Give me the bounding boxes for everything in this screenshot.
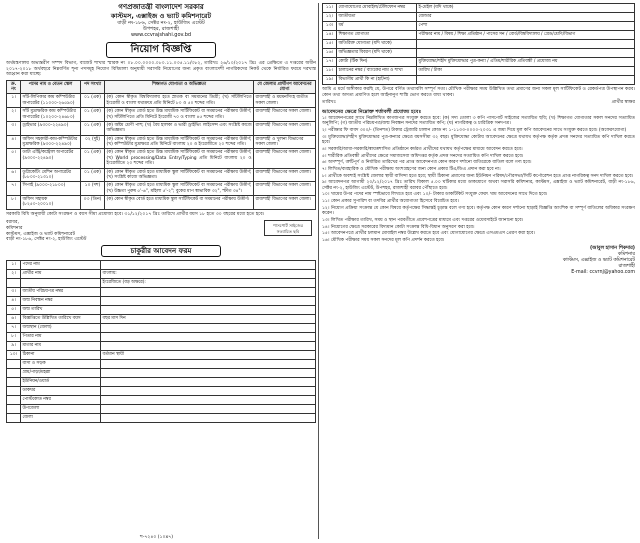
form-field-row (7, 414, 316, 423)
rule-item: ১০। খামের উপর পদের নাম স্পষ্টভাবে লিখতে হবে এবং ১০/- টাকার ডাকটিকিট সংযুক্ত ফেরৎ খাম আবেদনের সাথে দিতে হবে। (322, 192, 548, 198)
form-field-row (7, 387, 316, 396)
notice-title: নিয়োগ বিজ্ঞপ্তি (106, 42, 216, 58)
signoff-office: কাস্টমস, এক্সাইজ ও ভ্যাট কমিশনারেট (562, 258, 635, 264)
form-field-row (7, 270, 316, 279)
form-field-number: ৫। (7, 306, 21, 315)
form-field-row (7, 405, 316, 414)
form-field-number: ৪। (7, 297, 21, 306)
form-field-input[interactable]: ই-মেইল (যদি থাকে) (417, 4, 635, 13)
job-requirements: (ক) কোন স্বীকৃত বোর্ড হতে মাধ্যমিক স্কুল সার্টিফিকেট বা সমমানের পরীক্ষায় উত্তীর্ণ; (খ) সংশ্লিষ্ট কাজে অভিজ্ঞতা। (106, 169, 252, 180)
job-requirements: (ক) কোন স্বীকৃত বোর্ড হতে উচ্চ মাধ্যমিক সার্টিফিকেট বা সমমানের পরীক্ষায় উত্তীর্ণ; (খ) সাঁটলিপিতে প্রতি মিনিটে ইংরেজী ৭০ ও বাংলা ৪৫ শব্দের গতি। (106, 109, 252, 120)
to-line-2: কমিশনার (6, 226, 23, 232)
form-field-row (323, 4, 635, 13)
form-field-row (7, 369, 316, 378)
form-field-row (7, 279, 316, 288)
job-district: রাজশাহী ও খুলনা বিভাগের সকল জেলা। (254, 135, 316, 149)
col-post: পদের নাম ও বেতন স্কেল (21, 80, 81, 94)
rule-item: ৯। আবেদনপত্র আগামী ২০/১২/২০১৭ খ্রিঃ তারিখ বিকাল ৫.০০ ঘটিকার মধ্যে ডাকযোগে অথবা সরাসরি কমিশনার, কাস্টমস, এক্সাইজ ও ভ্যাট কমিশনারেট, বাড়ী নং-১৮৬, সেক্টর নং-২, হাউজিং এস্টেট, উপশহর, রাজশাহী বরাবর পৌঁছাতে হবে। (322, 180, 635, 191)
signoff-email[interactable]: E-mail: ccvrnj@yahoo.com (571, 269, 635, 275)
job-serial: ১। (7, 94, 21, 108)
form-field-number: ১। (7, 261, 21, 270)
notice-header (6, 3, 316, 39)
job-requirements: (ক) অষ্টম শ্রেণী পাশ; (খ) বৈধ হালকা ও ভারী ড্রাইভিং লাইসেন্স এবং সংশ্লিষ্ট কাজে অভিজ্ঞতা। (106, 122, 252, 134)
job-requirements: (ক) কোন স্বীকৃত বোর্ড হতে উচ্চ মাধ্যমিক সার্টিফিকেট বা সমমানের পরীক্ষায় উত্তীর্ণ; (খ) কম্পিউটার মুদ্রাক্ষরে প্রতি মিনিটে বাংলায় ২০ ও ইংরেজীতে ২০ শব্দের গতি। (106, 136, 252, 148)
form-field-row (7, 351, 316, 360)
job-row (7, 135, 316, 149)
declaration: আমি এ মর্মে অঙ্গীকার করছি যে, উপরে বর্ণিত তথ্যাবলি সম্পূর্ণ সত্য। মৌখিক পরীক্ষার সময় উল্লিখিত তথ্য প্রমাণের জন্য সকল মূল সার্টিফিকেট ও রেকর্ডপত্র উপস্থাপন করব। কোন তথ্য অসত্য প্রমাণিত হলে আইনানুগ শাস্তি ভোগ করতে বাধ্য থাকব। (322, 87, 635, 98)
job-requirements: (ক) কোন স্বীকৃত বোর্ড হতে মাধ্যমিক স্কুল সার্টিফিকেট বা সমমানের পরীক্ষায় উত্তীর্ণ; (খ) উচ্চতা পুরুষ ৫'-৬", মহিলা ৫'-২"; বুকের মাপ স্বাভাবিক ৩২", স্ফীত ৩৪"। (106, 183, 252, 194)
to-block (6, 220, 316, 242)
job-serial: ২। (7, 108, 21, 122)
form-field-label (21, 279, 101, 288)
job-count: ০৩ (তিন) (81, 196, 105, 210)
rule-item: ৭। লিখিত/ব্যবহারিক ও মৌখিক পরীক্ষায় অংশগ্রহণের জন্য কোন প্রকার টিএ/ডিএ প্রদান করা হবে না। (322, 166, 501, 172)
form-field-number: ৭। (7, 324, 21, 333)
jobs-table (6, 80, 316, 210)
form-field-number: ১৩। (323, 22, 337, 31)
form-field-input[interactable] (417, 40, 635, 49)
form-field-number: ২। (7, 270, 21, 279)
form-field-input[interactable] (101, 369, 316, 378)
to-line-3: কাস্টমস, এক্সাইজ ও ভ্যাট কমিশনারেট (6, 231, 76, 237)
form-field-number: ৮। (7, 333, 21, 342)
form-field-input[interactable] (101, 333, 316, 342)
job-count: ০১ (এক) (81, 108, 105, 122)
form-field-input[interactable] (101, 405, 316, 414)
form-field-number (7, 405, 21, 414)
form-field-row (7, 378, 316, 387)
form-field-number (7, 414, 21, 423)
job-row (7, 196, 316, 210)
form-field-number (7, 396, 21, 405)
quota-note: সরকারি বিধি অনুযায়ী কোটা সংরক্ষণ ও বয়স সীমা প্রযোজ্য হবে। ৩১/১২/২০১৭ খ্রিঃ তারিখে প্রার্থীর বয়স ১৮ হতে ৩০ বছরের মধ্যে হতে হবে। (6, 211, 265, 217)
job-row (7, 149, 316, 168)
rule-item: ১৪। নিয়োগের ক্ষেত্রে সরকারের বিদ্যমান কোটা সংক্রান্ত বিধি-বিধান অনুসরণ করা হবে। (322, 224, 475, 230)
form-field-label: জন্ম নিবন্ধন নম্বর (21, 297, 101, 306)
form-field-input[interactable]: তারিখ / টাকা (417, 67, 635, 76)
job-requirements: (ক) কোন স্বীকৃত বোর্ড হতে মাধ্যমিক স্কুল সার্টিফিকেট বা সমমানের পরীক্ষায় উত্তীর্ণ। (105, 196, 254, 210)
form-field-row (323, 13, 635, 22)
form-field-input[interactable] (101, 306, 316, 315)
form-field-label: বিজ্ঞপ্তিতে উল্লিখিত তারিখে বয়স (21, 315, 101, 324)
job-count: ০২ (দুই) (81, 135, 105, 149)
right-column (322, 3, 635, 539)
rule-item: ৫। শারীরিক প্রতিবন্ধী প্রার্থীদের ক্ষেত্রে সমাজসেবা অধিদপ্তর কর্তৃক প্রদত্ত সনদের সত্যায়িত কপি দাখিল করতে হবে। (322, 153, 524, 159)
job-post: অফিস সহায়ক (৮২৫০-২০০১০) (21, 196, 81, 210)
job-count: ০১ (এক) (81, 149, 105, 168)
job-district: রাজশাহী বিভাগের সকল জেলা। (254, 121, 316, 135)
rules-heading: আবেদনের ক্ষেত্রে নিম্নোক্ত শর্তাবলী প্রযোজ্য হবেঃ (322, 108, 422, 115)
col-count: পদ সংখ্যা (81, 80, 105, 94)
job-district: রাজশাহী বিভাগের সকল জেলা। (254, 182, 316, 196)
form-field-input[interactable]: জেন্ডার (417, 13, 635, 22)
job-count: ০১ (এক) (81, 121, 105, 135)
job-district: রাজশাহী বিভাগের সকল জেলা। (254, 196, 316, 210)
form-field-row (323, 49, 635, 58)
job-serial: ৮। (7, 196, 21, 210)
form-field-input[interactable] (101, 360, 316, 369)
form-field-row (7, 288, 316, 297)
form-field-label: প্রার্থীর নাম (21, 270, 101, 279)
rule-item: ১। আবেদনপত্রের সাথে নিম্নলিখিত কাগজপত্র সংযুক্ত করতে হবে: (ক) সদ্য তোলা ৩ কপি পাসপোর্ট সাইজের সত্যায়িত ছবি; (খ) শিক্ষাগত যোগ্যতার সকল সনদের সত্যায়িত অনুলিপি; (গ) জাতীয় পরিচয়পত্র/জন্ম নিবন্ধন সনদের সত্যায়িত কপি; (ঘ) নাগরিকত্ব ও চারিত্রিক সনদপত্র। (322, 115, 635, 127)
form-field-label: পিতার নাম (21, 333, 101, 342)
form-field-input[interactable] (101, 297, 316, 306)
form-field-row (7, 324, 316, 333)
rule-item: ১৫। আবেদনপত্রে প্রার্থীর চলমান মোবাইল নম্বর উল্লেখ করতে হবে এবং যোগাযোগের ক্ষেত্রে এসএমএস প্রেরণ করা হবে। (322, 231, 535, 237)
form-field-input[interactable] (417, 49, 635, 58)
application-form-right (322, 3, 635, 85)
form-field-label: ডাকঘর (21, 387, 101, 396)
form-field-number: ৩। (7, 288, 21, 297)
form-field-row (323, 40, 635, 49)
job-requirements: (ক) কোন স্বীকৃত বিশ্ববিদ্যালয় হতে স্নাতক বা সমমানের ডিগ্রী; (খ) সাঁটলিপিতে ইংরেজী ও বাংলা যথাক্রমে প্রতি মিনিটে ৮০ ও ৫০ শব্দের গতি। (106, 95, 252, 106)
form-field-input[interactable]: পেশা (417, 22, 635, 31)
form-field-row (7, 261, 316, 270)
form-field-number (7, 279, 21, 288)
rule-item: ৩। মুক্তিযোদ্ধা/শহীদ মুক্তিযোদ্ধার পুত্র-কন্যার ক্ষেত্রে বয়সসীমা ৩২ বছর। মুক্তিযোদ্ধা কোটায় আবেদনের ক্ষেত্রে যথাযথ কর্তৃপক্ষ কর্তৃক প্রদত্ত সনদের সত্যায়িত কপি দাখিল করতে হবে। (322, 134, 635, 146)
rule-item: ১১। কোন প্রকার সুপারিশ বা তদবির প্রার্থীর অযোগ্যতা হিসেবে বিবেচিত হবে। (322, 199, 459, 205)
form-field-number: ৬। (7, 315, 21, 324)
col-district: যে জেলার প্রার্থীগণ আবেদনের যোগ্য (254, 80, 316, 94)
job-post: সাঁট মুদ্রাক্ষরিক কাম কম্পিউটার অপারেটর (১০২০০-২৪৬৮০) (21, 108, 81, 122)
form-field-input[interactable] (101, 342, 316, 351)
rule-item: ৬। অসম্পূর্ণ, ত্রুটিপূর্ণ ও নির্ধারিত তারিখের পর প্রাপ্ত আবেদনপত্র কোন কারণ দর্শানো ব্যতিরেকে বাতিল বলে গণ্য হবে। (322, 160, 532, 166)
signoff-name: (আবুল হাসান শিকদার) (589, 246, 635, 252)
form-field-input[interactable] (101, 396, 316, 405)
signoff-city: রাজশাহী (618, 263, 635, 269)
form-field-input[interactable] (101, 387, 316, 396)
column-divider (318, 3, 319, 539)
intro-paragraph: অর্থমন্ত্রণালয় অভ্যন্তরীণ সম্পদ বিভাগ, বাজেট শাখার স্মারক নং ০৮.০০.০০০০.০৮০.১১.০৩৫.১১/৩৮২, তারিখঃ ২৬/১০/২০১৭ খ্রিঃ এর প্রেক্ষিতে এ দপ্তরের অধীন ২০১৭-২০১৮ অর্থবছরে নিম্নবর্ণিত শূন্য পদসমূহ নিয়োগ বিধিমালা অনুযায়ী সরাসরি নিয়োগের জন্য প্রকৃত বাংলাদেশী নাগরিকদের নিকট থেকে নির্ধারিত ফরমে দরখাস্ত আহ্বান করা যাচ্ছে: (6, 60, 316, 78)
job-row (7, 121, 316, 135)
to-line-4: বাড়ী নং-১৮৬, সেক্টর নং-২, হাউজিং এস্টেট (6, 237, 87, 243)
job-serial: ৬। (7, 168, 21, 182)
form-field-input[interactable]: বছর মাস দিন (101, 315, 316, 324)
job-serial: ৭। (7, 182, 21, 196)
job-row (7, 168, 316, 182)
job-post: ডাটা এন্ট্রি/কন্ট্রোল অপারেটর (৯৩০০-২২৪৯০) (21, 149, 81, 168)
form-field-label: মাতার নাম (21, 342, 101, 351)
job-count: ০১ (এক) (81, 168, 105, 182)
form-field-row (7, 396, 316, 405)
form-field-row (7, 297, 316, 306)
job-serial: ৫। (7, 149, 21, 168)
form-field-label: বিভাগীয় প্রার্থী কি না (হ্যাঁ/না) (337, 76, 417, 85)
form-field-label: শিক্ষাগত যোগ্যতা (337, 31, 417, 40)
applicant-signature: প্রার্থীর স্বাক্ষর (611, 100, 635, 106)
form-field-number: ১০। (7, 351, 21, 360)
form-field-input[interactable] (101, 288, 316, 297)
rule-item: ৪। সরকারি/আধা-সরকারি/স্বায়ত্তশাসিত প্রতিষ্ঠানে কর্মরত প্রার্থীদের যথাযথ কর্তৃপক্ষের মাধ্যমে আবেদন করতে হবে। (322, 146, 523, 152)
form-title: চাকুরীর আবেদন ফরম (101, 245, 221, 258)
rule-item: ২। পরীক্ষার ফি বাবদ ৩০০/- (তিনশত) টাকার ট্রেজারি চালান কোড নং ১-১১৩৩-০০০০-২০৩১ এ জমা দিয়ে মূল কপি আবেদনের সাথে সংযুক্ত করতে হবে। (অফেরৎযোগ্য) (322, 128, 627, 134)
form-field-number: ১৯। (323, 76, 337, 85)
job-post: সিপাই (৯০০০-২১৮০০) (21, 182, 81, 196)
job-row (7, 94, 316, 108)
date-label: তারিখঃ (322, 100, 337, 106)
form-field-input[interactable]: ইংরেজিতে (বড় অক্ষরে): (101, 279, 316, 288)
form-field-label: জেলা (21, 414, 101, 423)
form-field-number (7, 360, 21, 369)
office-city: উপশহর, রাজশাহী (143, 26, 179, 33)
signoff-block (322, 246, 635, 275)
form-field-number: ৯। (7, 342, 21, 351)
job-post: অফিস সহকারী-কাম-কম্পিউটার মুদ্রাক্ষরিক (৯৩০০-২২৪৯০) (21, 135, 81, 149)
job-row (7, 182, 316, 196)
office-name: কাস্টমস, এক্সাইজ ও ভ্যাট কমিশনারেট (110, 11, 212, 20)
form-field-row (7, 360, 316, 369)
form-field-label: গ্রাম/পাড়া/মহল্লা (21, 369, 101, 378)
form-field-number: ১৭। (323, 58, 337, 67)
form-field-label: জাতীয় পরিচয়পত্র নম্বর (21, 288, 101, 297)
form-field-input[interactable] (101, 324, 316, 333)
form-field-input[interactable]: মুক্তিযোদ্ধা/শহীদ মুক্তিযোদ্ধার পুত্র-কন্যা / এতিম/শারীরিক প্রতিবন্ধী / প্রযোজ্য নয় (417, 58, 635, 67)
government-name: গণপ্রজাতন্ত্রী বাংলাদেশ সরকার (118, 3, 204, 11)
form-field-row (7, 315, 316, 324)
rule-item: ৮। প্রার্থীকে অবশ্যই সংশ্লিষ্ট জেলার স্থায়ী বাসিন্দা হতে হবে; স্থায়ী ঠিকানা প্রমাণের জন্য ইউনিয়ন পরিষদ/পৌরসভা/সিটি কর্পোরেশন হতে প্রাপ্ত নাগরিকত্ব সনদ দাখিল করতে হবে। (322, 173, 634, 179)
form-field-label: অতিরিক্ত যোগ্যতা (যদি থাকে) (337, 40, 417, 49)
reference-code: শ-৭২৪০ (১০x৭) (140, 535, 174, 541)
form-field-row (323, 22, 635, 31)
col-serial: ক্র. নং (7, 80, 21, 94)
form-field-number: ১১। (323, 4, 337, 13)
form-field-label: বাসা ও সড়ক (21, 360, 101, 369)
form-field-label: অভিজ্ঞতার বিবরণ (যদি থাকে) (337, 49, 417, 58)
form-field-label: জন্ম তারিখ (21, 306, 101, 315)
form-field-label: উপজেলা (21, 405, 101, 414)
job-district: রাজশাহী বিভাগের সকল জেলা। (254, 149, 316, 168)
job-requirements: (ক) কোন স্বীকৃত বোর্ড হতে উচ্চ মাধ্যমিক সার্টিফিকেট বা সমমানের পরীক্ষায় উত্তীর্ণ; (খ) World processing/Data Entry/Typing প্রতি মিনিটে বাংলায় ২০ ও ইংরেজীতে ২০ শব্দের গতি। (106, 150, 252, 167)
job-serial: ৪। (7, 135, 21, 149)
form-field-number: ১৬। (323, 49, 337, 58)
form-field-row (323, 76, 635, 85)
form-field-number: ১৮। (323, 67, 337, 76)
form-field-label: জন্মস্থান (জেলা) (21, 324, 101, 333)
job-row (7, 108, 316, 122)
rule-item: ১২। নিয়োগ প্রক্রিয়া সংক্রান্ত যে কোন বিষয়ে কর্তৃপক্ষের সিদ্ধান্তই চূড়ান্ত বলে গণ্য হবে। কর্তৃপক্ষ কোন কারণ দর্শানো ছাড়াই বিজ্ঞপ্তি আংশিক বা সম্পূর্ণ বাতিলের অধিকার সংরক্ষণ করেন। (322, 205, 635, 217)
office-website[interactable]: www.ccvrajshahi.gov.bd (130, 32, 192, 39)
office-address: বাড়ী নং-১৮৬, সেক্টর নং-২, হাউজিং এস্টেট (117, 19, 205, 26)
form-field-row (7, 333, 316, 342)
form-field-row (323, 67, 635, 76)
job-post: ডুপ্লিকেটিং মেশিন অপারেটর (৮৮০০-২১৩১০) (21, 168, 81, 182)
form-field-label: ধর্ম (337, 22, 417, 31)
form-field-input[interactable] (101, 261, 316, 270)
form-field-number (7, 369, 21, 378)
form-field-row (323, 58, 635, 67)
form-field-input[interactable]: বর্তমান স্থায়ী (101, 351, 316, 360)
form-field-input[interactable]: পরীক্ষার নাম / বিষয় / শিক্ষা প্রতিষ্ঠান / পাসের সন / বোর্ড/বিশ্ববিদ্যালয় / গ্রেড/শ্রেণি/বিভাগ (417, 31, 635, 40)
form-field-number (7, 387, 21, 396)
job-serial: ৩। (7, 121, 21, 135)
job-post: ড্রাইভার (৯৩০০-২২৪৯০) (21, 121, 81, 135)
job-district: রাজশাহী বিভাগের সকল জেলা। (254, 168, 316, 182)
application-form-left (6, 260, 316, 423)
form-field-label: ঠিকানা (21, 351, 101, 360)
form-field-label: কোটা (টিক দিন) (337, 58, 417, 67)
form-field-input[interactable] (101, 414, 316, 423)
form-field-input[interactable] (101, 378, 316, 387)
job-count: ০১ (এক) (81, 94, 105, 108)
job-post: সাঁট-লিপিকার কাম কম্পিউটার অপারেটর (১১০০০-২৬৫৯০) (21, 94, 81, 108)
left-column (6, 3, 316, 539)
form-field-number: ১২। (323, 13, 337, 22)
applicant-sign-row (322, 100, 635, 106)
form-field-label: ইউনিয়ন/ওয়ার্ড (21, 378, 101, 387)
form-field-label: পদের নাম (21, 261, 101, 270)
form-field-label: যোগাযোগের মোবাইল/টেলিফোন নম্বর (337, 4, 417, 13)
form-field-label: জাতীয়তা (337, 13, 417, 22)
job-count: ১০ (দশ) (81, 182, 105, 196)
signoff-designation: কমিশনার (617, 252, 635, 258)
form-field-number: ১৪। (323, 31, 337, 40)
form-field-label: পোস্টকোড নম্বর (21, 396, 101, 405)
job-district: রাজশাহী ও ময়মনসিংহ ব্যতীত সকল জেলা। (254, 94, 316, 108)
form-field-row (323, 31, 635, 40)
form-field-input[interactable] (417, 76, 635, 85)
job-district: রাজশাহী বিভাগের সকল জেলা। (254, 108, 316, 122)
rule-item: ১৩। লিখিত পরীক্ষার তারিখ, সময় ও স্থান পরবর্তীতে প্রবেশপত্রের মাধ্যমে এবং দপ্তরের ওয়েবসাইটে জানানো হবে। (322, 217, 524, 223)
rule-item: ১৬। মৌখিক পরীক্ষার সময় সকল সনদের মূল কপি প্রদর্শন করতে হবে। (322, 237, 445, 243)
rules-list (322, 116, 635, 244)
to-line-1: বরাবর, (6, 220, 19, 226)
form-field-number (7, 378, 21, 387)
form-field-label: চালানের নম্বর / ব্যাংকের নাম ও শাখা (337, 67, 417, 76)
form-field-row (7, 306, 316, 315)
jobs-table-header (7, 80, 316, 94)
col-requirements: শিক্ষাগত যোগ্যতা ও অভিজ্ঞতা (105, 80, 254, 94)
form-field-number: ১৫। (323, 40, 337, 49)
photo-box: পাসপোর্ট সাইজের সত্যায়িত ছবি (264, 220, 312, 236)
form-field-row (7, 342, 316, 351)
form-field-input[interactable]: বাংলায়: (101, 270, 316, 279)
